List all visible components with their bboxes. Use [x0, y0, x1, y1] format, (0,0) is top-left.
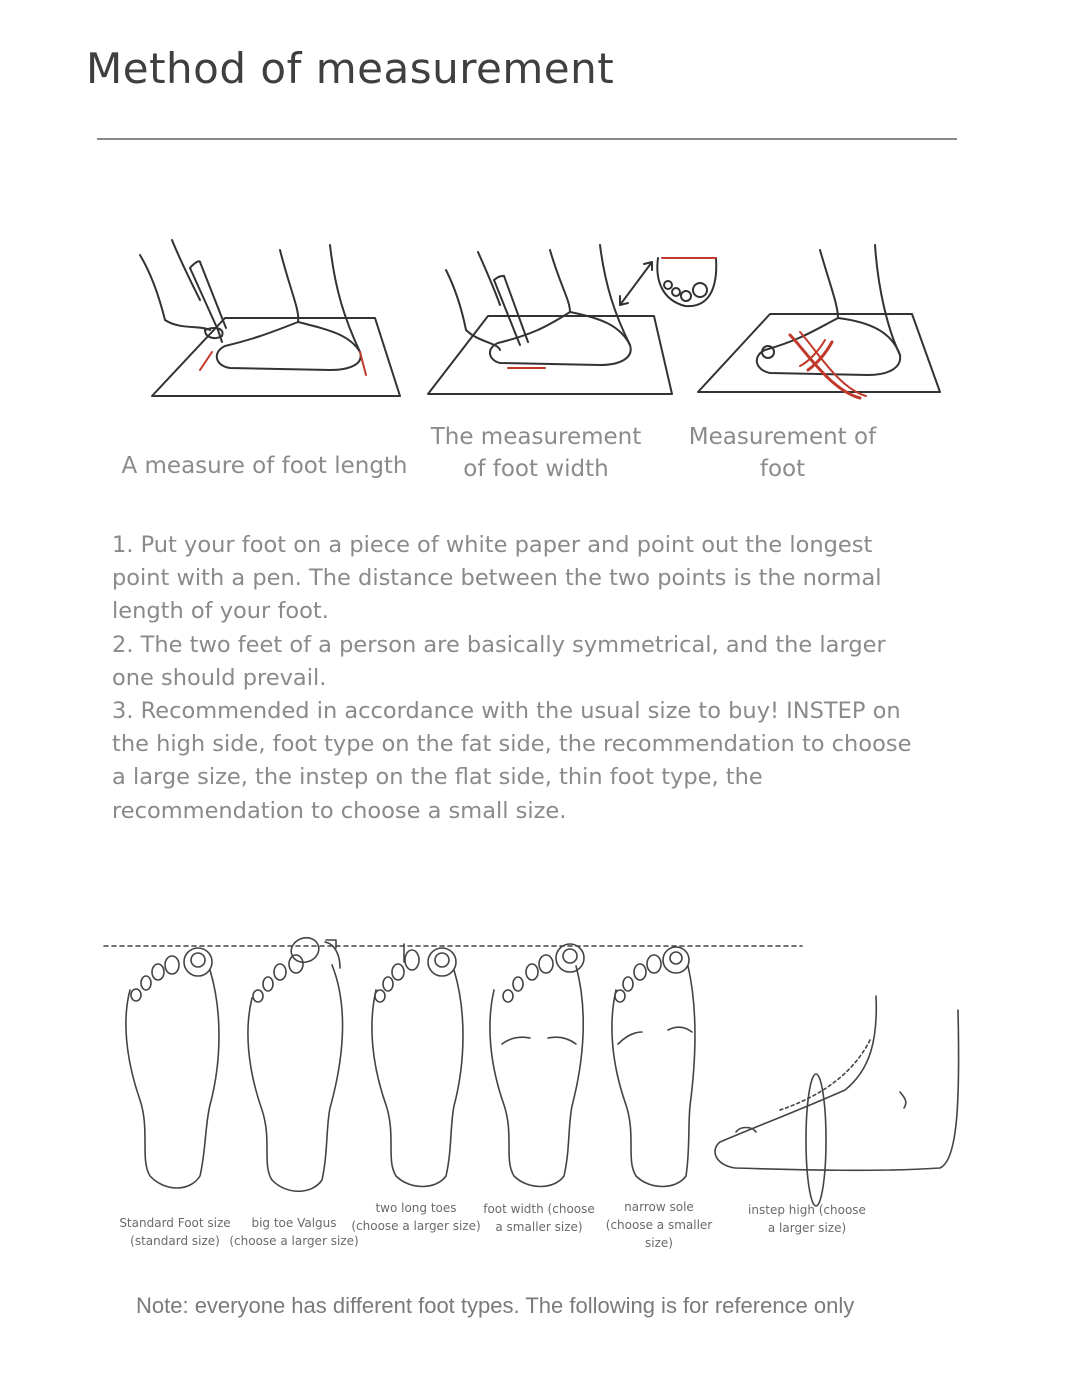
- foot-big-toe-valgus: [248, 934, 343, 1191]
- instruction-item: 1. Put your foot on a piece of white paper and point out the longest point with a pen. The distance between the two points is the normal length of your foot.: [112, 532, 882, 625]
- foot-length-illustration: [140, 240, 400, 396]
- foot-two-long-toes: [372, 944, 463, 1187]
- instruction-item: 2. The two feet of a person are basically symmetrical, and the larger one should prevail.: [112, 631, 886, 691]
- instructions: [112, 529, 912, 828]
- foot-wide: [490, 944, 584, 1187]
- foot-instep-high: [715, 996, 959, 1206]
- page-title: Method of measurement: [86, 44, 615, 93]
- measurement-illustrations: [0, 0, 1080, 420]
- foot-width-illustration: [428, 245, 716, 394]
- instruction-item: 3. Recommended in accordance with the usual size to buy! INSTEP on the high side, foot type on the fat side, the recommendation to choose a large size, the instep on the flat side, thin foot type, the recommendation to choose a small size.: [112, 698, 912, 824]
- foot-label-big-toe-valgus: big toe Valgus (choose a larger size): [229, 1216, 359, 1248]
- foot-narrow: [612, 947, 695, 1187]
- reference-note: Note: everyone has different foot types. The following is for reference only: [136, 1293, 855, 1318]
- instep-illustration: [698, 245, 940, 398]
- foot-standard: [126, 948, 219, 1188]
- foot-label-foot-width: foot width (choose a smaller size): [483, 1202, 595, 1234]
- foot-label-two-long-toes: two long toes (choose a larger size): [351, 1201, 481, 1233]
- foot-label-instep-high: instep high (choose a larger size): [748, 1203, 866, 1235]
- caption-foot-instep: Measurement of foot: [688, 424, 877, 482]
- foot-label-standard: Standard Foot size (standard size): [119, 1216, 231, 1248]
- foot-label-narrow-sole: narrow sole (choose a smaller size): [605, 1200, 713, 1250]
- caption-foot-length: A measure of foot length: [121, 453, 408, 479]
- caption-foot-width: The measurement of foot width: [430, 424, 642, 482]
